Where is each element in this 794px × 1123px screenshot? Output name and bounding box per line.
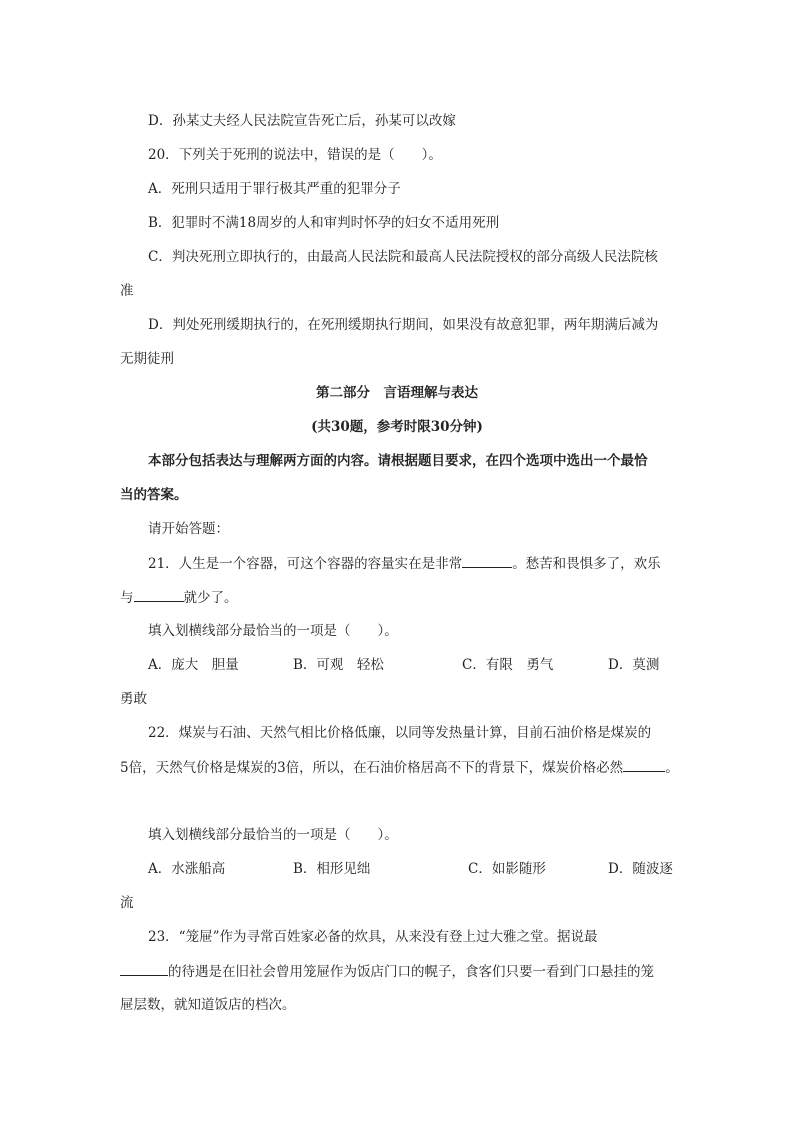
q20-option-c-line2: 准 — [120, 283, 134, 299]
q22-line2-text-b: 。 — [665, 760, 679, 776]
q21-line2 — [120, 588, 238, 607]
q23-line2 — [120, 962, 654, 981]
q22-option-c: C．如影随形 — [468, 861, 546, 877]
part2-start: 请开始答题： — [148, 521, 229, 537]
part2-instructions-line2: 当的答案。 — [120, 487, 188, 503]
part2-instructions-line1: 本部分包括表达与理解两方面的内容。请根据题目要求，在四个选项中选出一个最恰 — [148, 453, 648, 469]
q21-option-b: B．可观 轻松 — [293, 657, 384, 673]
q21-line1-text-a: 21．人生是一个容器，可这个容器的容量实在是非常 — [148, 556, 463, 572]
q22-option-b: B．相形见绌 — [293, 861, 371, 877]
q20-stem: 20．下列关于死刑的说法中，错误的是（ ）。 — [148, 147, 442, 163]
q23-blank — [120, 962, 168, 976]
q19-option-d: D．孙某丈夫经人民法院宣告死亡后，孙某可以改嫁 — [148, 113, 456, 129]
q22-option-d-line2: 流 — [120, 895, 134, 911]
q22-line2 — [120, 758, 679, 777]
q20-option-d-line1: D．判处死刑缓期执行的，在死刑缓期执行期间，如果没有故意犯罪，两年期满后减为 — [148, 317, 659, 333]
q23-line1: 23．“笼屉”作为寻常百姓家必备的炊具，从来没有登上过大雅之堂。据说最 — [148, 929, 598, 945]
q20-option-c-line1: C．判决死刑立即执行的，由最高人民法院和最高人民法院授权的部分高级人民法院核 — [148, 249, 658, 265]
q21-line2-text-a: 与 — [120, 590, 134, 606]
q21-line1 — [148, 554, 661, 573]
q21-line2-text-b: 就少了。 — [183, 590, 238, 606]
q20-option-d-line2: 无期徒刑 — [120, 351, 174, 367]
q21-blank-2 — [134, 588, 184, 602]
q22-line2-text-a: 5倍，天然气价格是煤炭的3倍，所以，在石油价格居高不下的背景下，煤炭价格必然 — [120, 760, 624, 776]
q22-option-a: A．水涨船高 — [148, 861, 226, 877]
q21-blank-1 — [462, 554, 512, 568]
part2-title: 第二部分 言语理解与表达 — [316, 385, 478, 401]
q22-line1: 22．煤炭与石油、天然气相比价格低廉，以同等发热量计算，目前石油价格是煤炭的 — [148, 725, 652, 741]
q21-option-a: A．庞大 胆量 — [148, 657, 239, 673]
q23-line2-text-b: 的待遇是在旧社会曾用笼屉作为饭店门口的幌子，食客们只要一看到门口悬挂的笼 — [168, 964, 654, 980]
q20-option-b: B．犯罪时不满18周岁的人和审判时怀孕的妇女不适用死刑 — [148, 215, 500, 231]
q21-line1-text-b: 。愁苦和畏惧多了，欢乐 — [512, 556, 661, 572]
q22-option-d-line1: D．随波逐 — [608, 861, 673, 877]
q23-line3: 屉层数，就知道饭店的档次。 — [120, 997, 296, 1013]
q22-blank — [623, 758, 665, 772]
q21-option-d-line2: 勇敢 — [120, 691, 147, 707]
q21-prompt: 填入划横线部分最恰当的一项是（ ）。 — [148, 623, 398, 639]
q21-option-d-line1: D．莫测 — [608, 657, 660, 673]
q22-prompt: 填入划横线部分最恰当的一项是（ ）。 — [148, 827, 398, 843]
q20-option-a: A．死刑只适用于罪行极其严重的犯罪分子 — [148, 181, 401, 197]
q21-option-c: C．有限 勇气 — [462, 657, 554, 673]
part2-subtitle: (共30题，参考时限30分钟) — [311, 419, 483, 435]
